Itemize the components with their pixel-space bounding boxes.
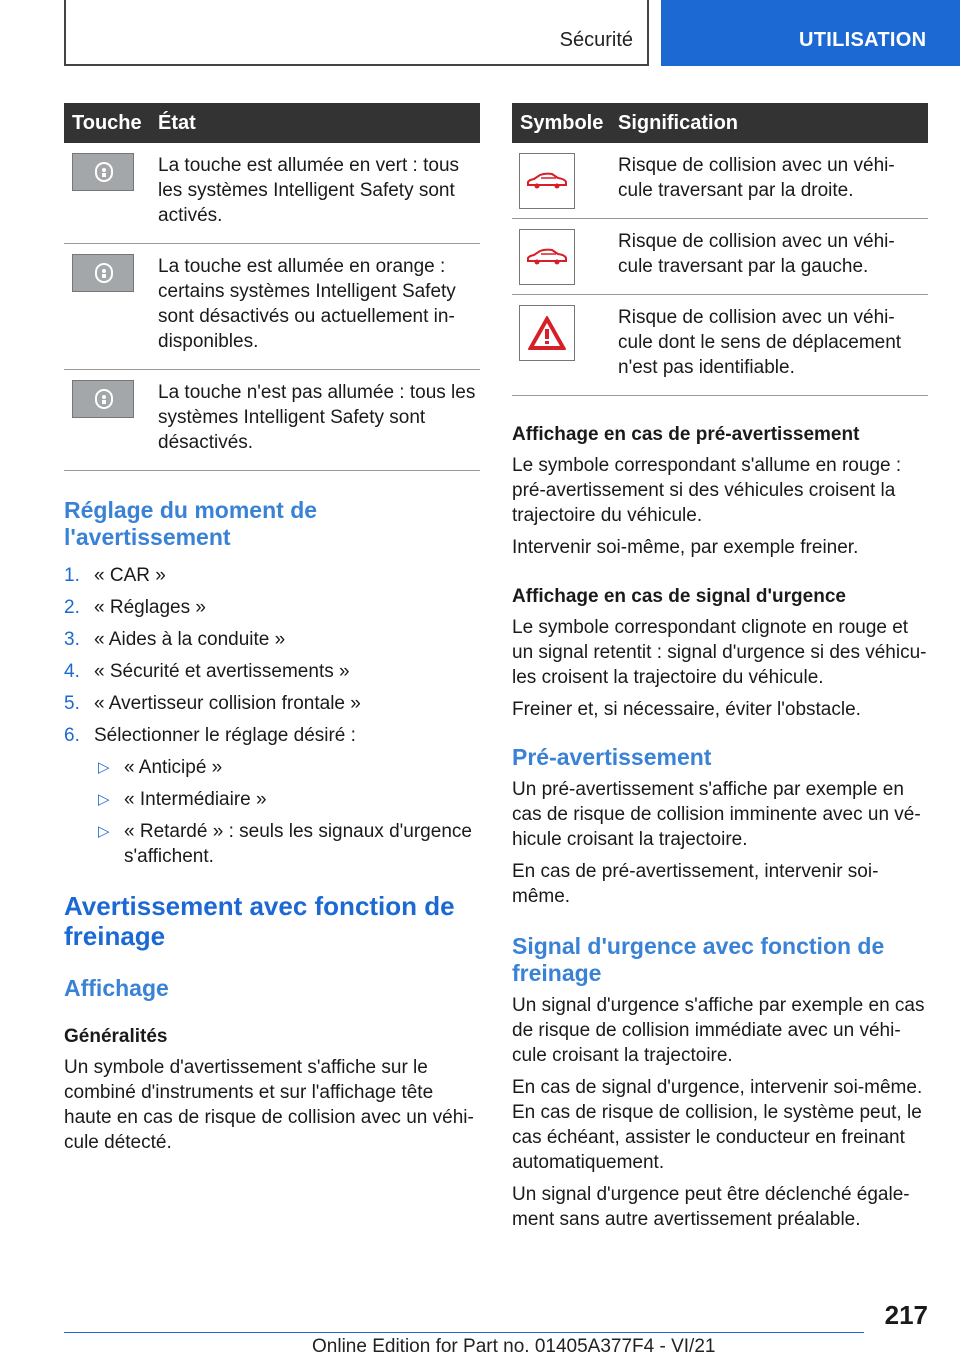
table-header-symbole: Symbole: [512, 103, 610, 143]
affichage-heading: Affichage: [64, 975, 169, 1001]
reglage-steps: [64, 563, 480, 748]
reglage-heading: Réglage du moment de l'avertissement: [64, 497, 318, 550]
pre-avertissement-text-1: Un pré-avertissement s'affiche par exemple en cas de risque de collision imminente avec un vé-hicule croisant la trajectoire.: [512, 779, 921, 850]
header-section-box: [64, 0, 649, 66]
list-item: 6. Sélectionner le réglage désiré :: [64, 725, 356, 746]
list-item: 5. « Avertisseur collision frontale »: [64, 693, 361, 714]
table-header-signification: Signification: [610, 103, 928, 143]
triangle-bullet-icon: ▷: [98, 791, 110, 808]
table-cell-state: La touche n'est pas allumée : tous les systèmes Intelligent Safety sont désactivés.: [150, 370, 480, 471]
table-row: [512, 143, 928, 219]
list-item: 4. « Sécurité et avertissements »: [64, 661, 350, 682]
car-red-right-icon: [519, 153, 575, 209]
avertissement-heading: Avertissement avec fonction de freinage: [64, 891, 455, 951]
table-cell-state: La touche est allumée en orange : certains systèmes Intelligent Safety sont désactivés ou actuellement in-disponibles.: [150, 244, 480, 370]
table-row: [512, 219, 928, 295]
pre-avertissement-text-2: En cas de pré-avertissement, intervenir soi-même.: [512, 861, 879, 907]
intelligent-safety-button-icon: [72, 254, 134, 292]
signal-urgence-heading: Signal d'urgence avec fonction de freinage: [512, 933, 885, 986]
intelligent-safety-button-icon: [72, 153, 134, 191]
page-number: 217: [884, 1300, 928, 1330]
list-item: 3. « Aides à la conduite »: [64, 629, 286, 650]
table-cell-meaning: Risque de collision avec un véhi-cule dont le sens de déplacement n'est pas identifiable.: [610, 295, 928, 396]
urgence-display-heading: Affichage en cas de signal d'urgence: [512, 586, 846, 607]
symbol-table: [512, 103, 928, 396]
table-row: [64, 370, 480, 471]
table-row: [64, 143, 480, 244]
reglage-options: [94, 755, 480, 869]
table-cell-state: La touche est allumée en vert : tous les systèmes Intelligent Safety sont activés.: [150, 143, 480, 244]
pre-avertissement-heading: Pré-avertissement: [512, 744, 712, 770]
table-cell-meaning: Risque de collision avec un véhi-cule traversant par la gauche.: [610, 219, 928, 295]
pre-display-heading: Affichage en cas de pré-avertissement: [512, 424, 860, 445]
list-item: 2. « Réglages »: [64, 597, 206, 618]
signal-urgence-text-1: Un signal d'urgence s'affiche par exemple en cas de risque de collision immédiate avec un véhi-cule croisant la trajectoire.: [512, 995, 925, 1066]
table-row: [512, 295, 928, 396]
list-item: ▷ « Intermédiaire »: [98, 789, 267, 810]
generalites-text: Un symbole d'avertissement s'affiche sur le combiné d'instruments et sur l'affichage tête haute en cas de risque de collision avec un véhi-cule détecté.: [64, 1057, 474, 1153]
table-header-etat: État: [150, 103, 480, 143]
header-section-title: Sécurité: [559, 29, 633, 51]
list-item: ▷ « Retardé » : seuls les signaux d'urgence s'affichent.: [98, 821, 472, 867]
table-row: [64, 244, 480, 370]
pre-display-text-2: Intervenir soi-même, par exemple freiner.: [512, 537, 859, 558]
footer-edition: Online Edition for Part no. 01405A377F4 - VI/21: [312, 1336, 716, 1357]
table-header-touche: Touche: [64, 103, 150, 143]
header-chapter-box: [661, 0, 960, 66]
car-red-left-icon: [519, 229, 575, 285]
generalites-heading: Généralités: [64, 1026, 168, 1047]
urgence-display-text-1: Le symbole correspondant clignote en rouge et un signal retentit : signal d'urgence si des véhicu-les croisent la trajectoire du véhicule.: [512, 617, 927, 688]
button-status-table: [64, 103, 480, 471]
triangle-bullet-icon: ▷: [98, 759, 110, 776]
triangle-bullet-icon: ▷: [98, 823, 110, 840]
warning-triangle-icon: [519, 305, 575, 361]
urgence-display-text-2: Freiner et, si nécessaire, éviter l'obstacle.: [512, 699, 861, 720]
table-cell-meaning: Risque de collision avec un véhi-cule traversant par la droite.: [610, 143, 928, 219]
pre-display-text-1: Le symbole correspondant s'allume en rouge : pré-avertissement si des véhicules croisent la trajectoire du véhicule.: [512, 455, 902, 526]
list-item: 1. « CAR »: [64, 565, 166, 586]
signal-urgence-text-2: En cas de signal d'urgence, intervenir soi-même. En cas de risque de collision, le système peut, le cas échéant, assister le conducteur en freinant automatiquement.: [512, 1077, 923, 1173]
footer-divider: [64, 1332, 864, 1333]
intelligent-safety-button-icon: [72, 380, 134, 418]
left-column: [64, 103, 480, 1155]
header-chapter-title: UTILISATION: [799, 29, 927, 51]
signal-urgence-text-3: Un signal d'urgence peut être déclenché égale-ment sans autre avertissement préalable.: [512, 1184, 910, 1230]
right-column: [512, 103, 928, 1232]
list-item: ▷ « Anticipé »: [98, 757, 223, 778]
